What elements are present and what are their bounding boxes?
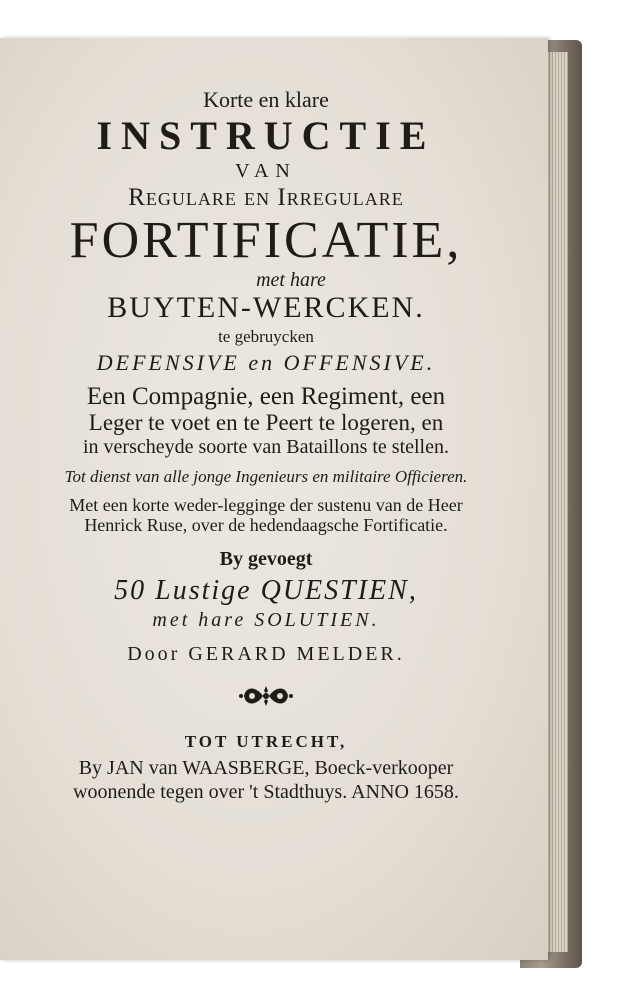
title-regulare: Regulare en Irregulare [128, 184, 404, 212]
text-weder-legginge: Met een korte weder-legginge der sustenu van de Heer [69, 495, 463, 516]
title-met-hare: met hare [256, 268, 326, 291]
author-line: Door GERARD MELDER. [127, 642, 405, 665]
text-by-gevoegt: By gevoegt [219, 547, 313, 570]
text-dienst: Tot dienst van alle jonge Ingenieurs en militaire Officieren. [64, 466, 468, 486]
imprint-publisher: By JAN van WAASBERGE, Boeck-verkooper [78, 757, 454, 780]
text-leger: Leger te voet en te Peert te logeren, en [88, 410, 444, 436]
title-buyten-wercken: BUYTEN-WERCKEN. [107, 290, 425, 324]
imprint-address-year: woonende tegen over 't Stadthuys. ANNO 1658. [73, 781, 459, 804]
subtitle-korte: Korte en klare [203, 87, 329, 112]
title-page-text [16, 88, 516, 803]
title-defensive: DEFENSIVE en OFFENSIVE. [96, 349, 436, 375]
title-gebruycken: te gebruycken [218, 326, 314, 346]
text-verscheyde: in verscheyde soorte van Bataillons te stellen. [82, 435, 449, 458]
title-instructie: INSTRUCTIE [96, 113, 436, 159]
text-questien: 50 Lustige QUESTIEN, [114, 574, 418, 606]
text-henrick-ruse: Henrick Ruse, over de hedendaagsche Fortificatie. [84, 515, 448, 536]
text-solutien: met hare SOLUTIEN. [152, 608, 380, 631]
title-fortificatie: FORTIFICATIE, [69, 211, 463, 269]
title-van: VAN [235, 160, 297, 183]
title-page [0, 38, 548, 960]
fleuron-ornament-icon [236, 681, 296, 711]
imprint-place: TOT UTRECHT, [184, 731, 348, 751]
text-compagnie: Een Compagnie, een Regiment, een [86, 382, 446, 410]
